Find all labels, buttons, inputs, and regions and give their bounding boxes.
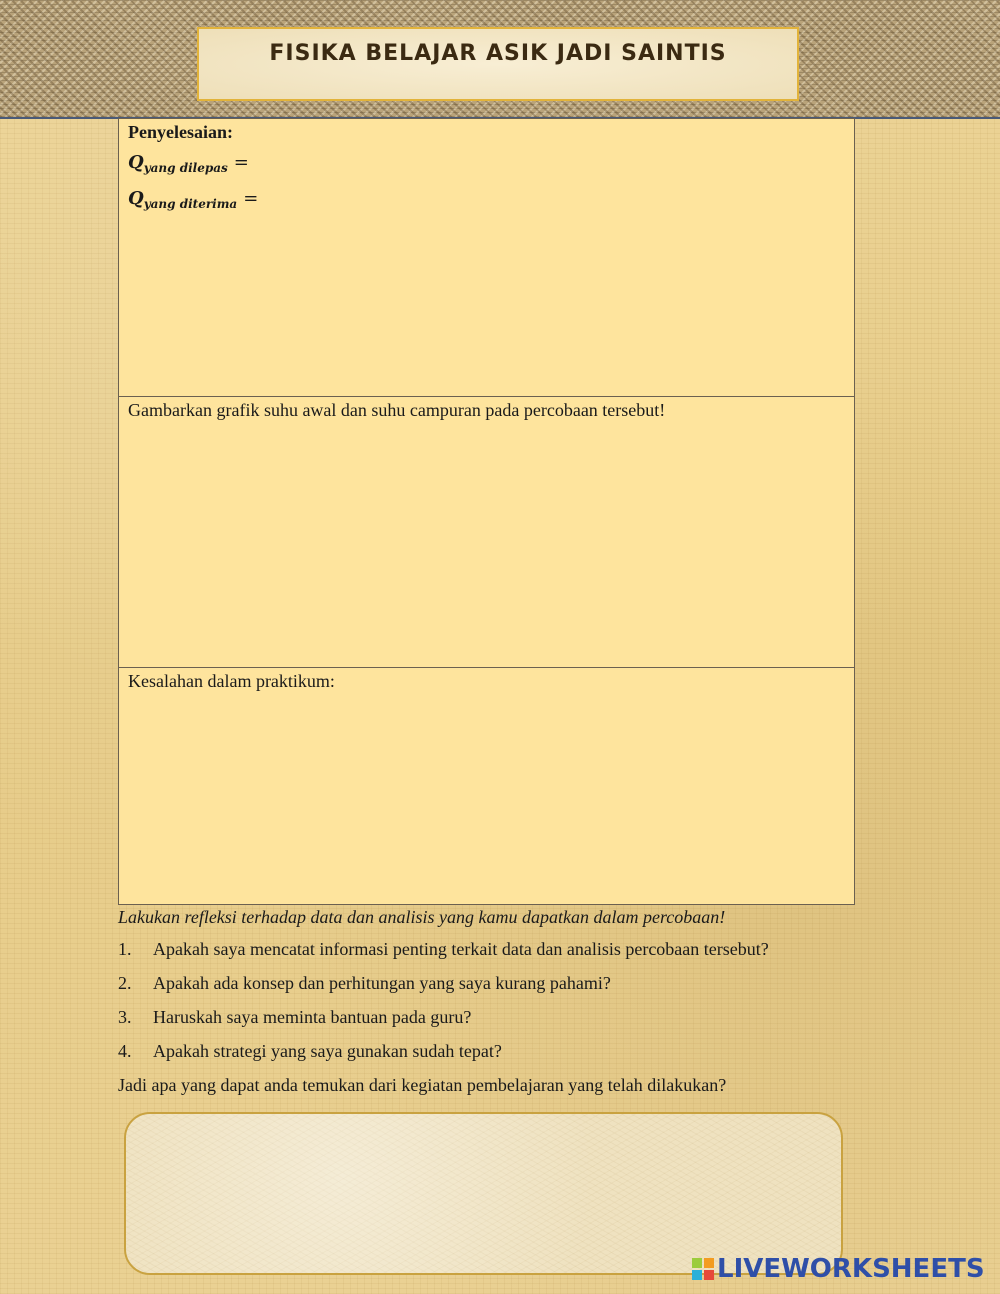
q-released-equation: [128, 152, 845, 175]
q-received-equation: [128, 188, 845, 211]
answer-table: [118, 118, 855, 905]
list-item-number: 3.: [118, 1007, 132, 1027]
reflection-question: Jadi apa yang dapat anda temukan dari kegiatan pembelajaran yang telah dilakukan?: [118, 1075, 727, 1095]
header-band: [0, 0, 1000, 119]
solution-cell[interactable]: [119, 119, 854, 397]
watermark-text: LIVEWORKSHEETS: [717, 1254, 985, 1284]
reflection-intro: Lakukan refleksi terhadap data dan analisis yang kamu dapatkan dalam percobaan!: [118, 907, 726, 927]
list-item: [118, 1006, 878, 1028]
answer-textbox[interactable]: [124, 1112, 843, 1275]
liveworksheets-logo-icon: [692, 1258, 714, 1280]
q-released-equals: =: [233, 152, 249, 173]
list-item: [118, 1040, 878, 1062]
q-received-subscript: yang diterima: [143, 197, 238, 211]
title-box: [197, 27, 799, 101]
graph-cell[interactable]: [119, 397, 854, 668]
list-item-text: Apakah ada konsep dan perhitungan yang saya kurang pahami?: [153, 973, 611, 993]
graph-prompt: Gambarkan grafik suhu awal dan suhu campuran pada percobaan tersebut!: [128, 400, 666, 420]
errors-prompt: Kesalahan dalam praktikum:: [128, 671, 335, 691]
list-item-text: Apakah strategi yang saya gunakan sudah tepat?: [153, 1041, 502, 1061]
page-title: FISIKA BELAJAR ASIK JADI SAINTIS: [269, 41, 727, 66]
q-received-symbol: Q: [128, 188, 144, 209]
errors-cell[interactable]: [119, 668, 854, 904]
q-released-symbol: Q: [128, 152, 144, 173]
list-item-text: Apakah saya mencatat informasi penting terkait data dan analisis percobaan tersebut?: [153, 939, 769, 959]
reflection-section: [118, 906, 878, 1096]
list-item-number: 4.: [118, 1041, 132, 1061]
reflection-list: [118, 938, 878, 1062]
q-released-subscript: yang dilepas: [143, 161, 228, 175]
q-received-equals: =: [243, 188, 259, 209]
list-item-number: 2.: [118, 973, 132, 993]
list-item: [118, 938, 878, 960]
solution-heading: Penyelesaian:: [128, 122, 233, 142]
list-item: [118, 972, 878, 994]
list-item-number: 1.: [118, 939, 132, 959]
watermark[interactable]: [692, 1255, 985, 1283]
list-item-text: Haruskah saya meminta bantuan pada guru?: [153, 1007, 472, 1027]
